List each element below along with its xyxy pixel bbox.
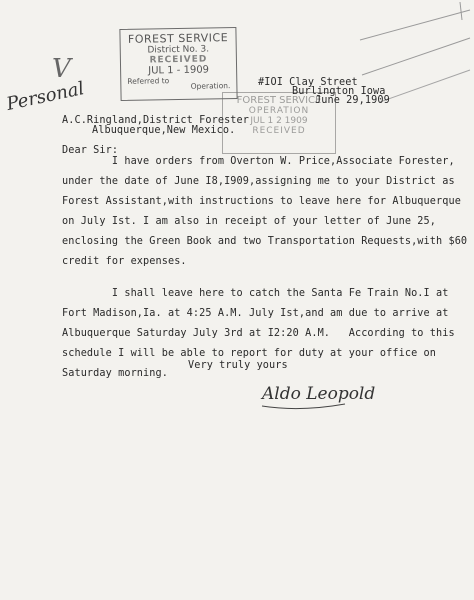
sender-street: #IOI Clay Street [258, 77, 358, 88]
body-line: I shall leave here to catch the Santa Fe Train No.I at [62, 288, 449, 299]
body-line: Saturday morning. [62, 368, 168, 379]
body-line: credit for expenses. [62, 256, 187, 267]
stamp2-date: JUL 1 2 1909 [250, 116, 308, 126]
salutation: Dear Sir: [62, 145, 119, 156]
body-line: enclosing the Green Book and two Transportation Requests,with $60 [62, 236, 468, 247]
body-line: under the date of June I8,I909,assigning me to your District as [62, 176, 455, 187]
stamp-referred-label: Referred to [127, 76, 170, 86]
recipient-name: A.C.Ringland,District Forester [62, 115, 250, 126]
body-line: Albuquerque Saturday July 3rd at I2:20 A.M. According to this [62, 328, 455, 339]
margin-check-mark: V [52, 54, 71, 84]
stamp-date: JUL 1 - 1909 [148, 64, 210, 77]
body-line: Fort Madison,Ia. at 4:25 A.M. July Ist,and am due to arrive at [62, 308, 449, 319]
closing: Very truly yours [188, 360, 288, 371]
stamp-operation-label: Operation. [190, 81, 231, 91]
stamp2-dept: OPERATION [248, 106, 310, 116]
body-line: schedule I will be able to report for duty at your office on [62, 348, 437, 359]
signature: Aldo Leopold [262, 384, 376, 404]
received-stamp [119, 27, 237, 101]
recipient-city: Albuquerque,New Mexico. [92, 125, 236, 136]
body-line: I have orders from Overton W. Price,Associate Forester, [62, 156, 455, 167]
stamp2-title: FOREST SERVICE [236, 95, 322, 106]
personal-annotation: Personal [4, 78, 87, 115]
body-line: Forest Assistant,with instructions to leave here for Albuquerque [62, 196, 461, 207]
stamp2-status: RECEIVED [252, 126, 306, 136]
sender-city: Burlington Iowa [292, 86, 386, 97]
stamp-district: District No. 3. [147, 44, 210, 56]
body-line: on July Ist. I am also in receipt of your letter of June 25, [62, 216, 437, 227]
letter-date: June 29,1909 [315, 95, 390, 106]
stamp-status: RECEIVED [149, 54, 208, 66]
stamp-title: FOREST SERVICE [127, 31, 229, 46]
